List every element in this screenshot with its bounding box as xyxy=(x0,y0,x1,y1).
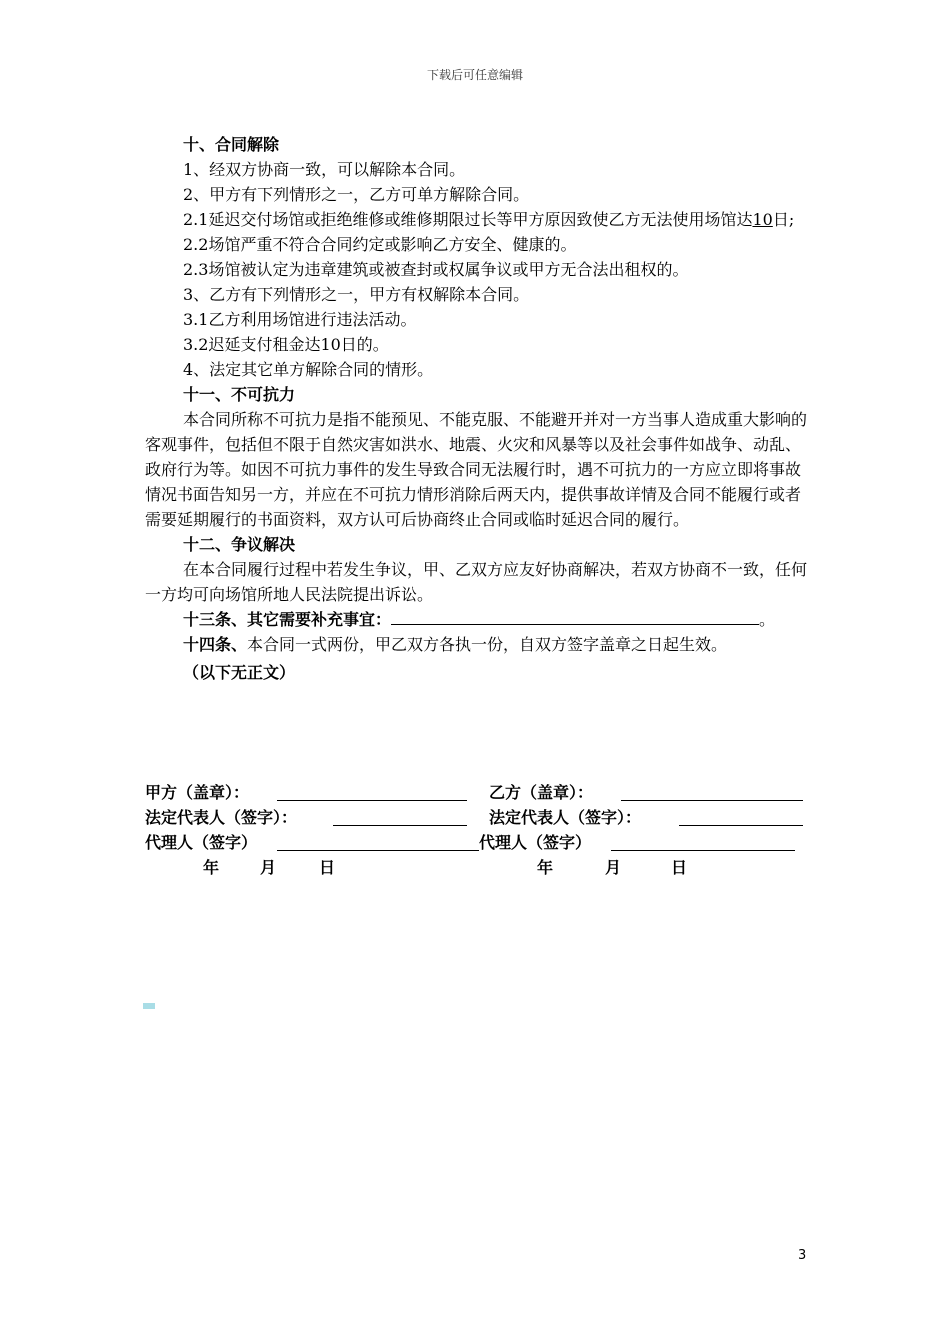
item-2-1-days: 10 xyxy=(752,210,773,229)
seal-row xyxy=(145,780,810,805)
agent-a-label: 代理人（签字） xyxy=(145,833,258,852)
section-title-force-majeure: 十一、不可抗力 xyxy=(183,385,296,404)
date-row xyxy=(145,855,810,880)
party-b-seal-label: 乙方（盖章）： xyxy=(489,783,594,802)
termination-item-4: 4、法定其它单方解除合同的情形。 xyxy=(183,360,434,379)
item-2-1-tail: 日; xyxy=(772,210,795,229)
legal-rep-a-label: 法定代表人（签字）： xyxy=(145,808,298,827)
item-2-1-text: 2.1延迟交付场馆或拒绝维修或维修期限过长等甲方原因致使乙方无法使用场馆达 xyxy=(183,210,753,229)
agent-row xyxy=(145,830,810,855)
signature-block xyxy=(145,780,810,880)
force-majeure-body: 本合同所称不可抗力是指不能预见、不能克服、不能避开并对一方当事人造成重大影响的客观事件，包括但不限于自然灾害如洪水、地震、火灾和风暴等以及社会事件如战争、动乱、政府行为等。如因不可抗力事件的发生导致合同无法履行时，遇不可抗力的一方应立即将事故情况书面告知另一方，并应在不可抗力情形消除后两天内，提供事故详情及合同不能履行或者需要延期履行的书面资料，双方认可后协商终止合同或临时延迟合同的履行。 xyxy=(145,410,808,529)
date-b-year: 年 xyxy=(537,858,554,877)
termination-item-3-2: 3.2迟延支付租金达10日的。 xyxy=(183,335,389,354)
cursor-highlight-mark xyxy=(143,1003,155,1009)
party-a-seal-blank xyxy=(277,784,467,801)
article-14-body: 本合同一式两份，甲乙双方各执一份，自双方签字盖章之日起生效。 xyxy=(247,635,728,654)
agent-a-blank xyxy=(277,834,479,851)
termination-item-2-2: 2.2场馆严重不符合合同约定或影响乙方安全、健康的。 xyxy=(183,235,577,254)
legal-rep-b-blank xyxy=(679,809,803,826)
date-a-month: 月 xyxy=(260,858,277,877)
termination-item-3: 3、乙方有下列情形之一，甲方有权解除本合同。 xyxy=(183,285,530,304)
legal-rep-b-label: 法定代表人（签字）： xyxy=(489,808,642,827)
section-title-termination: 十、合同解除 xyxy=(183,135,280,154)
article-13-label: 十三条、其它需要补充事宜： xyxy=(183,610,392,629)
article-13 xyxy=(145,607,810,632)
termination-item-1: 1、经双方协商一致，可以解除本合同。 xyxy=(183,160,466,179)
date-b-day: 日 xyxy=(671,858,688,877)
date-a-day: 日 xyxy=(319,858,336,877)
termination-item-2-1 xyxy=(145,207,810,232)
date-a-year: 年 xyxy=(203,858,220,877)
termination-item-2: 2、甲方有下列情形之一，乙方可单方解除合同。 xyxy=(183,185,530,204)
article-14 xyxy=(145,632,810,657)
article-14-label: 十四条、 xyxy=(183,635,248,654)
party-a-seal-label: 甲方（盖章）： xyxy=(145,783,250,802)
legal-rep-row xyxy=(145,805,810,830)
header-note: 下载后可任意编辑 xyxy=(426,68,523,82)
termination-item-2-3: 2.3场馆被认定为违章建筑或被查封或权属争议或甲方无合法出租权的。 xyxy=(183,260,689,279)
article-13-end: 。 xyxy=(759,610,776,629)
article-13-blank xyxy=(391,608,759,625)
no-more-text: （以下无正文） xyxy=(183,663,296,682)
page-number: 3 xyxy=(798,1248,807,1263)
date-b-month: 月 xyxy=(605,858,622,877)
contract-body xyxy=(145,132,810,685)
termination-item-3-1: 3.1乙方利用场馆进行违法活动。 xyxy=(183,310,417,329)
party-b-seal-blank xyxy=(621,784,803,801)
dispute-body: 在本合同履行过程中若发生争议，甲、乙双方应友好协商解决，若双方协商不一致，任何一方均可向场馆所地人民法院提出诉讼。 xyxy=(145,560,808,604)
legal-rep-a-blank xyxy=(333,809,467,826)
agent-b-label: 代理人（签字） xyxy=(479,833,592,852)
agent-b-blank xyxy=(611,834,795,851)
section-title-dispute: 十二、争议解决 xyxy=(183,535,296,554)
